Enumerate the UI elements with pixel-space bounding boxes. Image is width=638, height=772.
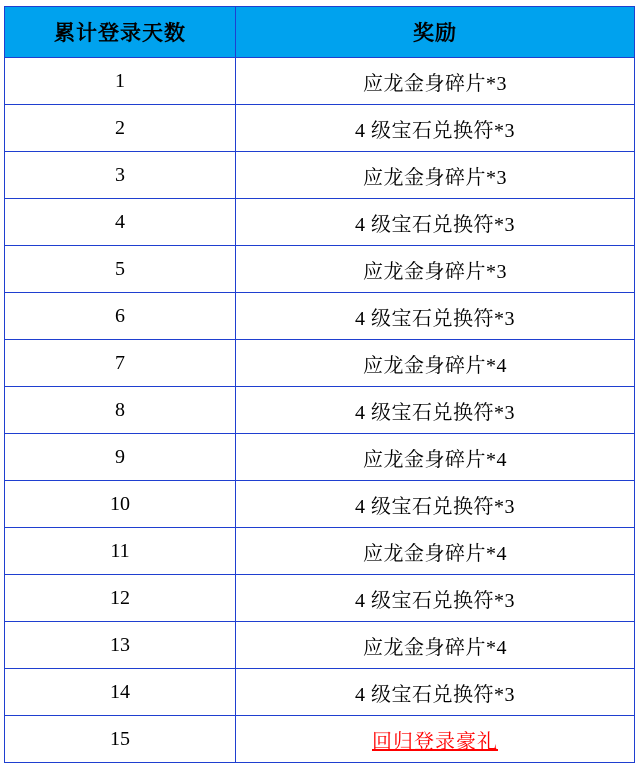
table-row (5, 716, 635, 763)
reward-highlight-text: 回归登录豪礼 (372, 730, 498, 753)
cell-day: 11 (5, 528, 236, 575)
cell-day: 15 (5, 716, 236, 763)
cell-day: 10 (5, 481, 236, 528)
cell-reward: 应龙金身碎片*3 (236, 152, 635, 199)
reward-table-container (0, 6, 638, 772)
table-body (5, 58, 635, 763)
cell-day: 9 (5, 434, 236, 481)
cell-day: 5 (5, 246, 236, 293)
column-header-reward: 奖励 (236, 7, 635, 58)
table-row (5, 105, 635, 152)
login-reward-table (4, 6, 635, 763)
cell-reward: 应龙金身碎片*4 (236, 340, 635, 387)
cell-reward: 应龙金身碎片*4 (236, 528, 635, 575)
cell-reward: 应龙金身碎片*3 (236, 58, 635, 105)
table-row (5, 293, 635, 340)
cell-reward: 4 级宝石兑换符*3 (236, 575, 635, 622)
cell-reward: 应龙金身碎片*4 (236, 622, 635, 669)
cell-day: 14 (5, 669, 236, 716)
cell-day: 4 (5, 199, 236, 246)
cell-day: 12 (5, 575, 236, 622)
cell-reward: 4 级宝石兑换符*3 (236, 481, 635, 528)
column-header-days: 累计登录天数 (5, 7, 236, 58)
table-row (5, 622, 635, 669)
table-row (5, 199, 635, 246)
cell-day: 1 (5, 58, 236, 105)
table-header (5, 7, 635, 58)
table-row (5, 528, 635, 575)
cell-reward: 4 级宝石兑换符*3 (236, 105, 635, 152)
cell-reward: 应龙金身碎片*3 (236, 246, 635, 293)
cell-reward: 4 级宝石兑换符*3 (236, 199, 635, 246)
table-row (5, 575, 635, 622)
cell-day: 8 (5, 387, 236, 434)
table-row (5, 58, 635, 105)
table-row (5, 246, 635, 293)
table-row (5, 340, 635, 387)
cell-day: 13 (5, 622, 236, 669)
table-row (5, 387, 635, 434)
cell-day: 2 (5, 105, 236, 152)
cell-day: 6 (5, 293, 236, 340)
table-row (5, 669, 635, 716)
table-row (5, 152, 635, 199)
cell-reward: 4 级宝石兑换符*3 (236, 293, 635, 340)
cell-reward: 4 级宝石兑换符*3 (236, 669, 635, 716)
cell-reward: 应龙金身碎片*4 (236, 434, 635, 481)
table-row (5, 481, 635, 528)
cell-reward (236, 716, 635, 763)
cell-day: 3 (5, 152, 236, 199)
cell-day: 7 (5, 340, 236, 387)
table-header-row (5, 7, 635, 58)
cell-reward: 4 级宝石兑换符*3 (236, 387, 635, 434)
table-row (5, 434, 635, 481)
